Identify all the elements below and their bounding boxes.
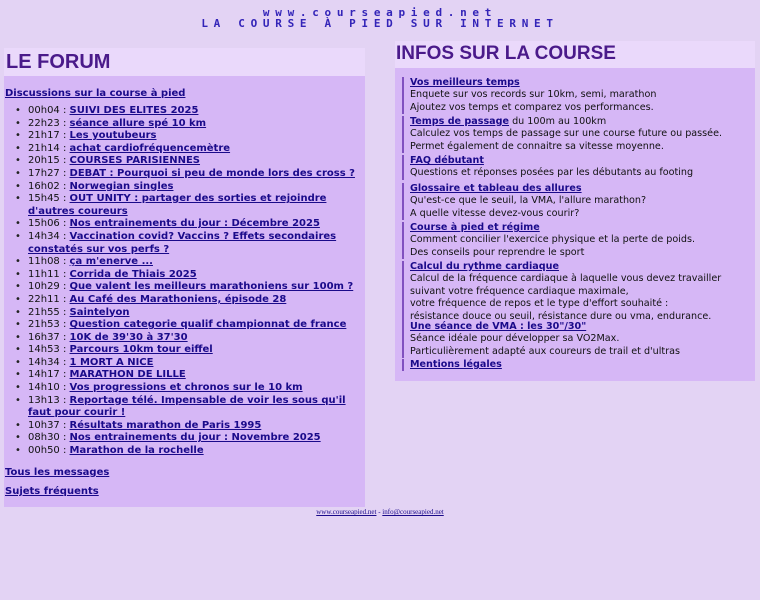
info-block-split-times [402, 116, 750, 153]
footer [0, 508, 760, 516]
message-time: 16h37 [28, 331, 60, 343]
discussions-link[interactable]: Discussions sur la course à pied [5, 88, 186, 99]
forum-panel [4, 48, 365, 507]
message-link[interactable]: séance allure spé 10 km [69, 117, 207, 129]
message-time: 21h53 [28, 319, 60, 331]
message-link[interactable]: Norwegian singles [69, 180, 174, 192]
message-link[interactable]: MARATHON DE LILLE [69, 369, 186, 381]
message-time: 11h11 [28, 268, 60, 280]
info-block-vma [402, 321, 750, 358]
message-time: 14h10 [28, 382, 60, 394]
message-link[interactable]: SUIVI DES ELITES 2025 [69, 105, 199, 116]
list-item: • 11h08 : ça m'enerve ... [13, 256, 363, 269]
list-item: • 10h29 : Que valent les meilleurs marathoniens sur 100m ? [13, 281, 363, 294]
info-text: suivant votre fréquence cardiaque maximale, [410, 285, 629, 297]
info-text: votre fréquence de repos et le type d'effort souhaité : [410, 298, 669, 310]
list-item: • 00h04 : SUIVI DES ELITES 2025 [13, 105, 363, 118]
list-item: • 14h17 : MARATHON DE LILLE [13, 369, 363, 382]
frequent-topics-link[interactable]: Sujets fréquents [5, 486, 99, 497]
best-times-link[interactable]: Vos meilleurs temps [410, 77, 520, 88]
message-link[interactable]: Saintelyon [69, 306, 130, 318]
message-time: 14h17 [28, 369, 60, 381]
message-time: 20h15 [28, 155, 60, 167]
list-item: • 14h34 : 1 MORT A NICE [13, 357, 363, 370]
message-time: 15h45 [28, 193, 60, 205]
info-block-legal [402, 359, 750, 371]
info-block-heart-rate [402, 261, 750, 323]
message-time: 14h34 [28, 356, 60, 368]
list-item: • 14h34 : Vaccination covid? Vaccins ? Effets secondaires constatés sur vos perfs ? [13, 231, 363, 256]
info-text: Enquete sur vos records sur 10km, semi, marathon [410, 89, 657, 101]
message-time: 21h14 [28, 142, 60, 154]
message-link[interactable]: Vaccination covid? Vaccins ? Effets secondaires constatés sur vos perfs ? [28, 230, 337, 255]
message-link[interactable]: Au Café des Marathoniens, épisode 28 [69, 293, 287, 305]
info-text: Comment concilier l'exercice physique et la perte de poids. [410, 234, 696, 246]
message-link[interactable]: Reportage télé. Impensable de voir les sous qu'il faut pour courir ! [28, 394, 346, 419]
message-time: 21h17 [28, 130, 60, 142]
site-url-title: www.courseapied.net [262, 6, 498, 19]
info-text: Calcul de la fréquence cardiaque à laquelle vous devez travailler [410, 273, 722, 285]
message-link[interactable]: Que valent les meilleurs marathoniens sur 100m ? [69, 281, 354, 293]
list-item: • 14h10 : Vos progressions et chronos sur le 10 km [13, 382, 363, 395]
message-link[interactable]: Corrida de Thiais 2025 [69, 268, 197, 280]
list-item: • 21h55 : Saintelyon [13, 307, 363, 320]
message-link[interactable]: Les youtubeurs [69, 130, 157, 142]
footer-email-link[interactable]: info@courseapied.net [382, 508, 444, 516]
list-item: • 22h23 : séance allure spé 10 km [13, 118, 363, 131]
info-text: Séance idéale pour développer sa VO2Max. [410, 333, 620, 345]
list-item: • 16h37 : 10K de 39'30 à 37'30 [13, 332, 363, 345]
message-time: 00h04 [28, 105, 60, 116]
info-text: résistance douce ou seuil, résistance dure ou vma, endurance. [410, 310, 712, 322]
message-time: 17h27 [28, 167, 60, 179]
infos-panel [395, 41, 755, 381]
info-text: du 100m au 100km [509, 116, 607, 127]
message-link[interactable]: 1 MORT A NICE [69, 356, 154, 368]
info-text: Permet également de connaitre sa vitesse moyenne. [410, 140, 664, 152]
message-link[interactable]: 10K de 39'30 à 37'30 [69, 331, 188, 343]
list-item: • 13h13 : Reportage télé. Impensable de voir les sous qu'il faut pour courir ! [13, 395, 363, 420]
message-link[interactable]: COURSES PARISIENNES [69, 155, 201, 167]
glossary-link[interactable]: Glossaire et tableau des allures [410, 183, 582, 194]
message-link[interactable]: Résultats marathon de Paris 1995 [69, 419, 262, 431]
forum-title: LE FORUM [4, 48, 365, 76]
faq-link[interactable]: FAQ débutant [410, 155, 484, 166]
info-text: A quelle vitesse devez-vous courir? [410, 207, 580, 219]
footer-site-link[interactable]: www.courseapied.net [316, 508, 377, 516]
message-time: 11h08 [28, 256, 60, 268]
list-item: • 15h45 : OUT UNITY : partager des sorties et rejoindre d'autres coureurs [13, 193, 363, 218]
list-item: • 16h02 : Norwegian singles [13, 181, 363, 194]
info-text: Qu'est-ce que le seuil, la VMA, l'allure marathon? [410, 195, 647, 207]
list-item: • 22h11 : Au Café des Marathoniens, épisode 28 [13, 294, 363, 307]
message-link[interactable]: Vos progressions et chronos sur le 10 km [69, 382, 303, 394]
message-time: 15h06 [28, 218, 60, 230]
footer-separator: - [376, 508, 383, 516]
info-text: Particulièrement adapté aux coureurs de trail et d'ultras [410, 345, 681, 357]
message-link[interactable]: ça m'enerve ... [69, 256, 153, 268]
message-time: 14h34 [28, 230, 60, 242]
message-link[interactable]: Question categorie qualif championnat de france [69, 319, 347, 331]
message-time: 08h30 [28, 432, 60, 444]
message-time: 16h02 [28, 180, 60, 192]
info-text: Ajoutez vos temps et comparez vos performances. [410, 101, 654, 113]
info-text: Des conseils pour reprendre le sport [410, 246, 585, 258]
list-item: • 11h11 : Corrida de Thiais 2025 [13, 269, 363, 282]
message-time: 00h50 [28, 445, 60, 457]
site-subtitle: LA COURSE À PIED SUR INTERNET [201, 17, 559, 30]
legal-notice-link[interactable]: Mentions légales [410, 359, 502, 370]
message-link[interactable]: OUT UNITY : partager des sorties et rejoindre d'autres coureurs [28, 193, 327, 217]
message-link[interactable]: DEBAT : Pourquoi si peu de monde lors des cross ? [69, 167, 355, 179]
message-time: 13h13 [28, 394, 60, 406]
message-link[interactable]: achat cardiofréquencemètre [69, 142, 231, 154]
message-time: 10h29 [28, 281, 60, 293]
info-block-diet [402, 222, 750, 259]
list-item: • 21h17 : Les youtubeurs [13, 130, 363, 143]
list-item: • 00h50 : Marathon de la rochelle [13, 445, 363, 458]
info-text: Calculez vos temps de passage sur une course future ou passée. [410, 128, 723, 140]
info-block-glossary [402, 183, 750, 220]
message-time: 21h55 [28, 306, 60, 318]
list-item: • 21h53 : Question categorie qualif championnat de france [13, 319, 363, 332]
forum-message-list [13, 105, 363, 458]
list-item: • 08h30 : Nos entrainements du jour : Novembre 2025 [13, 432, 363, 445]
message-link[interactable]: Parcours 10km tour eiffel [69, 344, 213, 356]
info-block-best-times [402, 77, 750, 114]
infos-title: INFOS SUR LA COURSE [395, 41, 755, 68]
info-block-faq [402, 155, 750, 180]
message-time: 14h53 [28, 344, 60, 356]
message-time: 22h11 [28, 293, 60, 305]
info-text: Questions et réponses posées par les débutants au footing [410, 167, 694, 179]
list-item: • 14h53 : Parcours 10km tour eiffel [13, 344, 363, 357]
message-time: 22h23 [28, 117, 60, 129]
message-time: 10h37 [28, 419, 60, 431]
message-link[interactable]: Nos entrainements du jour : Décembre 2025 [69, 218, 320, 230]
list-item: • 20h15 : COURSES PARISIENNES [13, 155, 363, 168]
message-link[interactable]: Marathon de la rochelle [69, 445, 204, 457]
list-item: • 21h14 : achat cardiofréquencemètre [13, 143, 363, 156]
list-item: • 15h06 : Nos entrainements du jour : Décembre 2025 [13, 218, 363, 231]
split-times-link[interactable]: Temps de passage [410, 116, 510, 127]
diet-link[interactable]: Course à pied et régime [410, 222, 540, 233]
list-item: • 10h37 : Résultats marathon de Paris 1995 [13, 420, 363, 433]
vma-session-link[interactable]: Une séance de VMA : les 30"/30" [410, 321, 587, 332]
list-item: • 17h27 : DEBAT : Pourquoi si peu de monde lors des cross ? [13, 168, 363, 181]
heart-rate-link[interactable]: Calcul du rythme cardiaque [410, 261, 559, 272]
all-messages-link[interactable]: Tous les messages [5, 467, 110, 478]
message-link[interactable]: Nos entrainements du jour : Novembre 2025 [69, 432, 321, 444]
